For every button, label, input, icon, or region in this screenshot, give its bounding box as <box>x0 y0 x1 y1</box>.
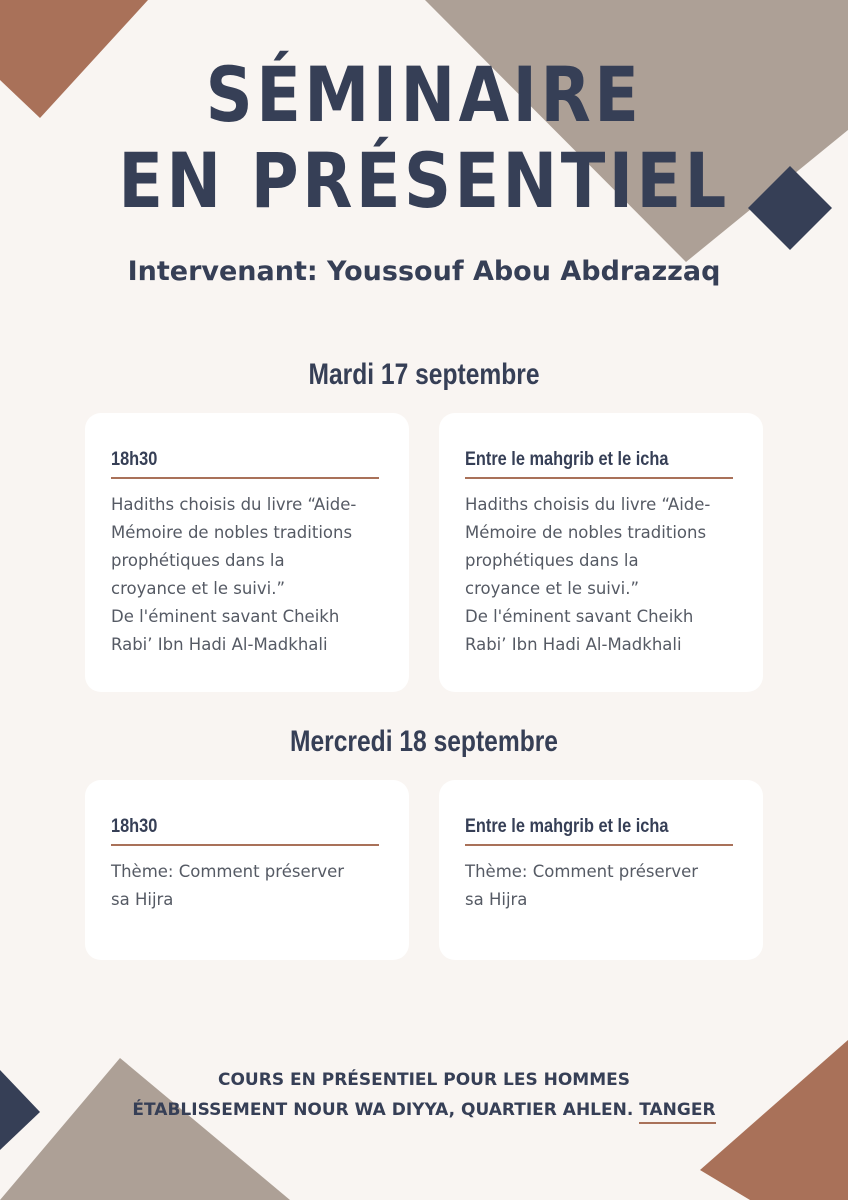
title-line-2: EN PRÉSENTIEL <box>118 136 730 225</box>
session-time: Entre le mahgrib et le icha <box>465 816 733 846</box>
page-title <box>59 52 788 224</box>
session-description: Hadiths choisis du livre “Aide- Mémoire de nobles traditions prophétiques dans la croyance et le suivi.” De l'éminent savant Cheikh Rabi’ Ibn Hadi Al-Madkhali <box>465 495 711 654</box>
day-title-tuesday: Mardi 17 septembre <box>308 358 540 391</box>
footer-location <box>0 1100 848 1120</box>
footer-address: ÉTABLISSEMENT NOUR WA DIYYA, QUARTIER AHLEN. <box>132 1100 634 1120</box>
session-time: Entre le mahgrib et le icha <box>465 449 733 479</box>
session-card <box>439 413 763 692</box>
session-card <box>439 780 763 960</box>
bottom-right-rust-shape <box>700 1040 848 1200</box>
day-title-wednesday: Mercredi 18 septembre <box>289 725 558 758</box>
session-time: 18h30 <box>111 449 379 479</box>
footer-city: TANGER <box>639 1100 715 1124</box>
session-description: Hadiths choisis du livre “Aide- Mémoire de nobles traditions prophétiques dans la croyance et le suivi.” De l'éminent savant Cheikh Rabi’ Ibn Hadi Al-Madkhali <box>111 495 357 654</box>
session-card <box>85 413 409 692</box>
session-card <box>85 780 409 960</box>
session-description: Thème: Comment préserver sa Hijra <box>465 862 699 909</box>
session-time: 18h30 <box>111 816 379 846</box>
title-line-1: SÉMINAIRE <box>205 50 643 139</box>
speaker-line: Intervenant: Youssouf Abou Abdrazzaq <box>127 256 721 287</box>
footer-audience: COURS EN PRÉSENTIEL POUR LES HOMMES <box>218 1070 630 1090</box>
session-description: Thème: Comment préserver sa Hijra <box>111 862 345 909</box>
